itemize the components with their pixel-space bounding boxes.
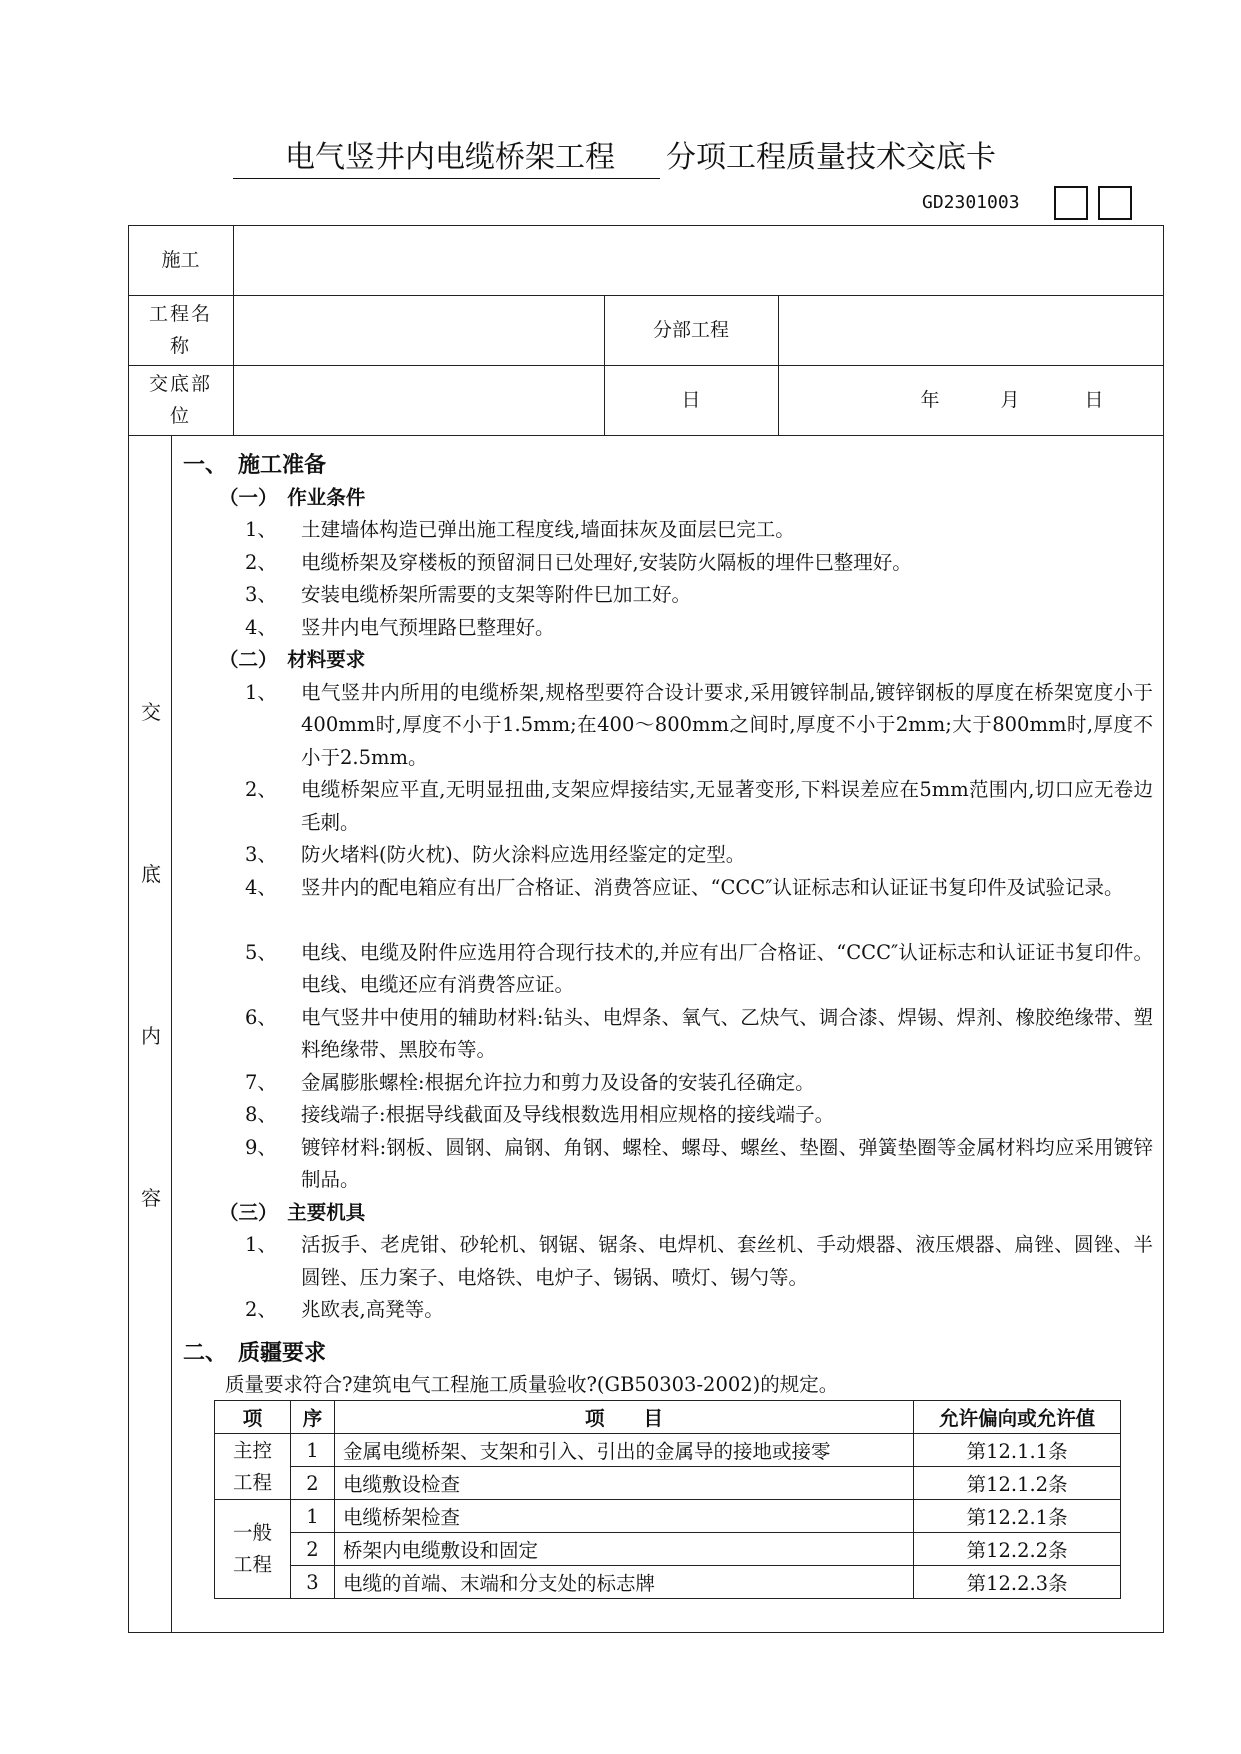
list-item: 3、 防火堵料(防火枕)、防火涂料应选用经鉴定的定型。 <box>245 843 746 866</box>
table-row: 一般工程 1 电缆桥架检查 第12.2.1条 <box>215 1500 1121 1533</box>
col-header-item: 项 目 <box>334 1401 913 1434</box>
list-item: 4、 竖井内的配电箱应有出厂合格证、消费答应证、“CCC″认证标志和认证证书复印件及试验记录。 <box>245 875 1124 899</box>
side-label-2: 底 <box>141 862 161 886</box>
list-item: 5、 电线、电缆及附件应选用符合现行技术的,并应有出厂合格证、“CCC″认证标志和认证证书复印件。电线、电缆还应有消费答应证。 <box>245 940 1153 996</box>
section-1-title: 一、 施工准备 <box>183 452 327 478</box>
card-title: 分项工程质量技术交底卡 <box>666 140 996 175</box>
section-2-title: 二、 质疆要求 <box>183 1339 327 1366</box>
table-row: 主控工程 1 金属电缆桥架、支架和引入、引出的金属导的接地或接零 第12.1.1条 <box>215 1434 1121 1467</box>
col-header-value: 允许偏向或允许值 <box>914 1401 1121 1434</box>
list-item: 1、 电气竖井内所用的电缆桥架,规格型要符合设计要求,采用镀锌制品,镀锌钢板的厚度在桥架宽度小于400mm时,厚度不小于1.5mm;在400～800mm之间时,厚度不小于2mm;大于800mm时,厚度不小于2.5mm。 <box>245 680 1153 769</box>
disclosure-content <box>183 449 1153 1402</box>
subproject-label: 分部工程 <box>652 319 729 341</box>
quality-table <box>214 1400 1121 1599</box>
side-label-1: 交 <box>141 700 161 724</box>
checkbox-2[interactable] <box>1098 186 1132 220</box>
part-label: 交底部位 <box>148 373 212 427</box>
col-header-seq: 序 <box>290 1401 334 1434</box>
list-item: 6、 电气竖井中使用的辅助材料:钻头、电焊条、氧气、乙炔气、调合漆、焊锡、焊剂、橡胶绝缘带、塑料绝缘带、黑胶布等。 <box>245 1005 1153 1061</box>
project-name-label: 工程名称 <box>148 303 212 357</box>
table-header-row <box>215 1401 1121 1434</box>
sub1-list <box>183 514 1153 644</box>
list-item: 3、 安装电缆桥架所需要的支架等附件巳加工好。 <box>245 583 692 606</box>
side-label-3: 内 <box>141 1024 161 1048</box>
table-row: 3 电缆的首端、末端和分支处的标志牌 第12.2.3条 <box>215 1566 1121 1599</box>
list-item: 9、 镀锌材料:钢板、圆钢、扁钢、角钢、螺栓、螺母、螺丝、垫圈、弹簧垫圈等金属材料均应采用镀锌制品。 <box>245 1135 1153 1191</box>
group-label: 一般工程 <box>215 1500 291 1599</box>
page-title <box>233 132 1113 182</box>
document-code: GD2301003 <box>922 192 1020 213</box>
list-item: 1、 活扳手、老虎钳、砂轮机、钢锯、锯条、电焊机、套丝机、手动煨器、液压煨器、扁锉、圆锉、半圆锉、压力案子、电烙铁、电炉子、锡锅、喷灯、锡勺等。 <box>245 1233 1153 1289</box>
construction-label: 施工 <box>161 249 200 271</box>
sub2-list <box>183 677 1153 1197</box>
quality-intro: 质量要求符合?建筑电气工程施工质量验收?(GB50303-2002)的规定。 <box>225 1373 839 1396</box>
sub2-title: （二） 材料要求 <box>219 648 366 671</box>
project-title: 电气竖井内电缆桥架工程 <box>233 132 660 179</box>
list-item: 2、 电缆桥架及穿楼板的预留洞日已处理好,安装防火隔板的埋件巳整理好。 <box>245 550 912 574</box>
checkbox-1[interactable] <box>1054 186 1088 220</box>
col-header-category: 项 <box>215 1401 291 1434</box>
day-label: 日 <box>1084 389 1104 411</box>
table-row: 2 桥架内电缆敷设和固定 第12.2.2条 <box>215 1533 1121 1566</box>
year-label: 年 <box>920 389 940 411</box>
list-item: 7、 金属膨胀螺栓:根据允许拉力和剪力及设备的安装孔径确定。 <box>245 1070 815 1094</box>
table-row: 2 电缆敷设检查 第12.1.2条 <box>215 1467 1121 1500</box>
sub1-title: （一） 作业条件 <box>219 485 366 509</box>
month-label: 月 <box>1000 389 1020 411</box>
sub3-list <box>183 1229 1153 1327</box>
group-label: 主控工程 <box>215 1434 291 1500</box>
list-item: 2、 电缆桥架应平直,无明显扭曲,支架应焊接结实,无显著变形,下料误差应在5mm范围内,切口应无卷边毛刺。 <box>245 778 1153 834</box>
sub3-title: （三） 主要机具 <box>219 1200 366 1224</box>
list-item: 1、 土建墙体构造已弹出施工程度线,墙面抹灰及面层巳完工。 <box>245 518 795 541</box>
list-item: 4、 竖井内电气预埋路巳整理好。 <box>245 615 555 639</box>
list-item: 8、 接线端子:根据导线截面及导线根数选用相应规格的接线端子。 <box>245 1103 835 1126</box>
date-label: 日 <box>681 389 701 411</box>
list-item: 2、 兆欧表,高凳等。 <box>245 1298 444 1321</box>
side-label-4: 容 <box>141 1186 161 1210</box>
